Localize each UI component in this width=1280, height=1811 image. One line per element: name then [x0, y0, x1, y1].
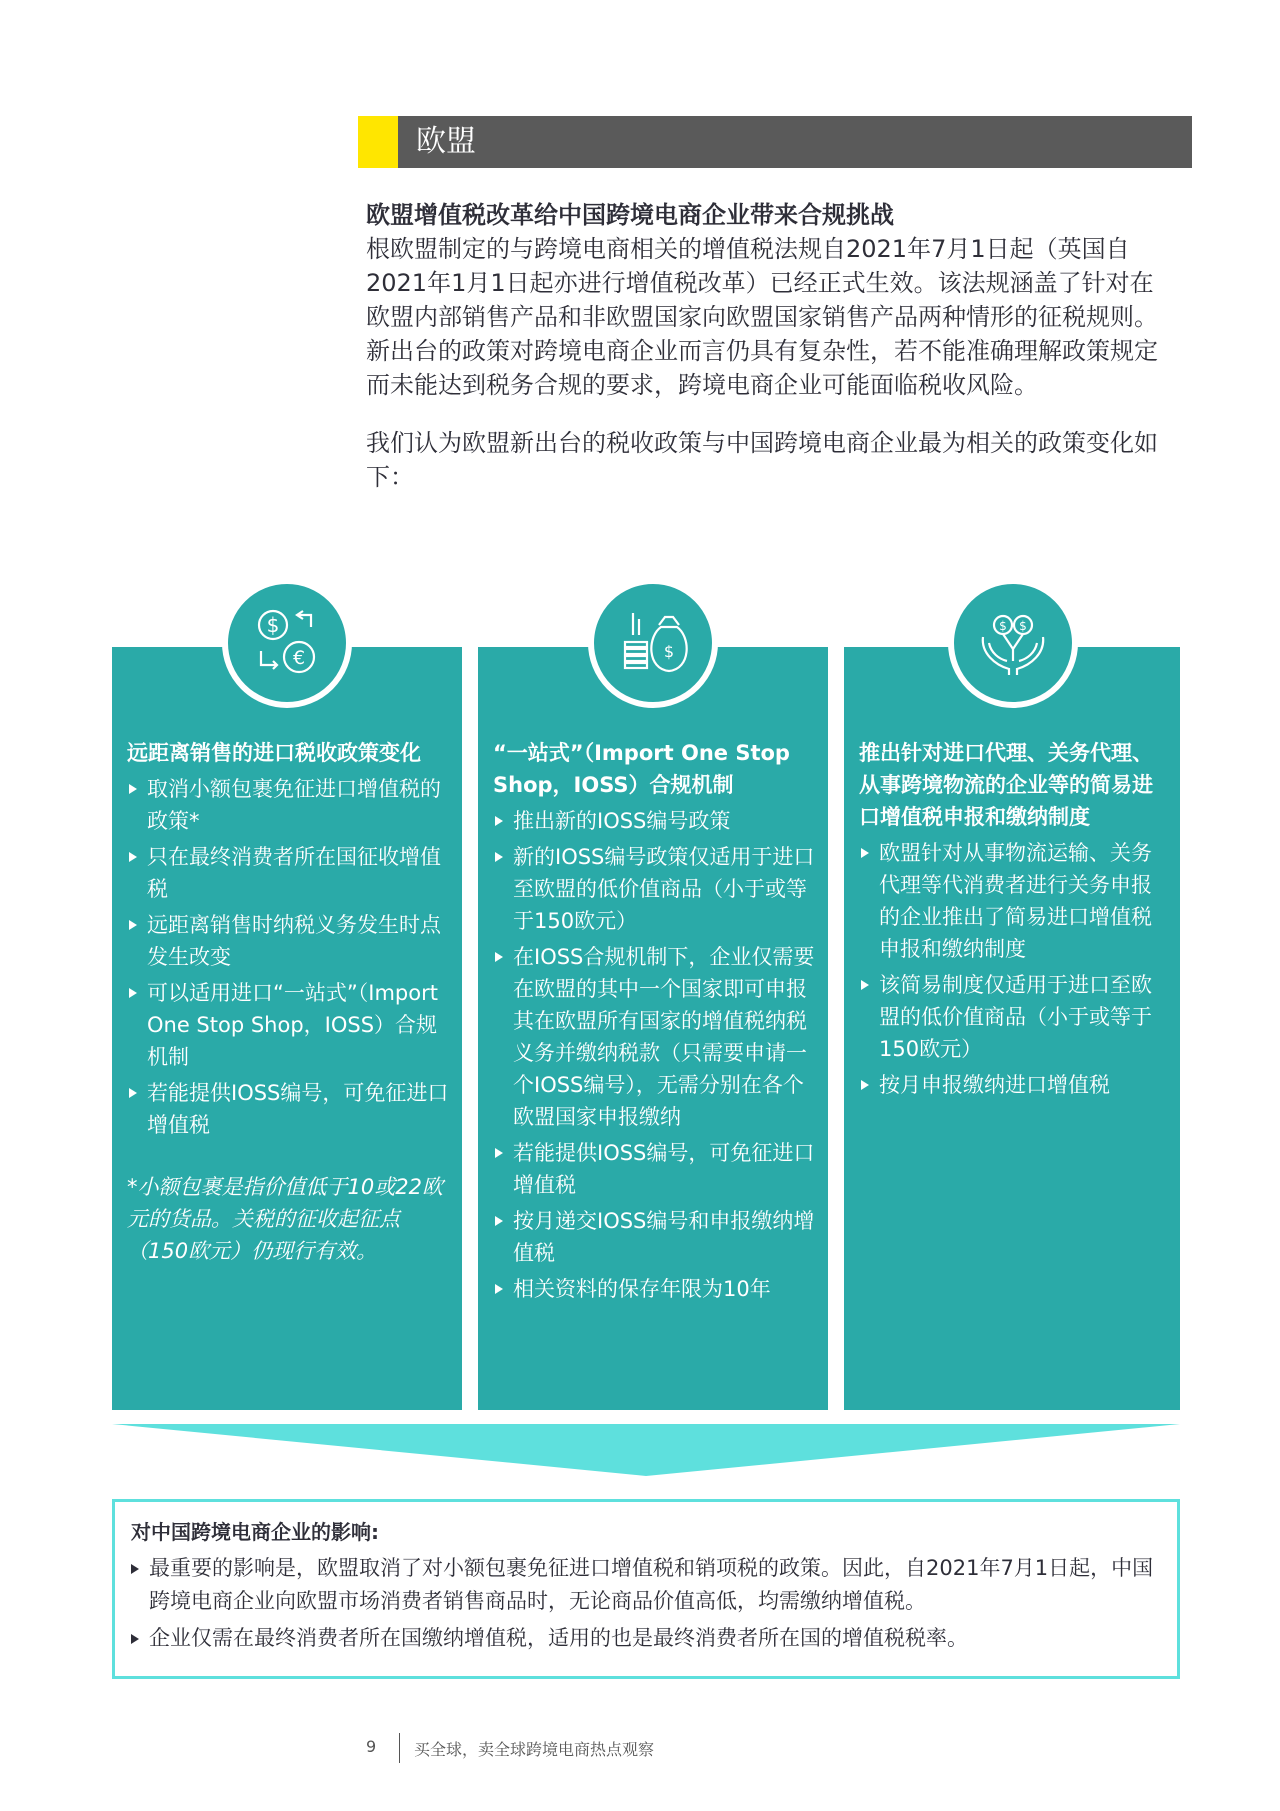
- intro-paragraph: 根欧盟制定的与跨境电商相关的增值税法规自2021年7月1日起（英国自2021年1月1日起亦进行增值税改革）已经正式生效。该法规涵盖了针对在欧盟内部销售产品和非欧盟国家向欧盟国家销售产品两种情形的征税规则。新出台的政策对跨境电商企业而言仍具有复杂性，若不能准确理解政策规定而未能达到税务合规的要求，跨境电商企业可能面临税收风险。: [366, 235, 1158, 399]
- intro: [366, 198, 1176, 494]
- card-footnote: *小额包裹是指价值低于10或22欧元的货品。关税的征收起征点（150欧元）仍现行有效。: [127, 1175, 443, 1263]
- list-item: 推出新的IOSS编号政策: [493, 805, 818, 837]
- card-title: “一站式”（Import One Stop Shop，IOSS）合规机制: [493, 741, 790, 797]
- svg-text:$: $: [266, 613, 280, 637]
- list-item: 企业仅需在最终消费者所在国缴纳增值税，适用的也是最终消费者所在国的增值税税率。: [131, 1622, 1161, 1655]
- section-header: [358, 116, 1192, 168]
- list-item: 新的IOSS编号政策仅适用于进口至欧盟的低价值商品（小于或等于150欧元）: [493, 841, 818, 937]
- list-item: 最重要的影响是，欧盟取消了对小额包裹免征进口增值税和销项税的政策。因此，自2021年7月1日起，中国跨境电商企业向欧盟市场消费者销售商品时，无论商品价值高低，均需缴纳增值税。: [131, 1552, 1161, 1618]
- policy-card: [478, 647, 828, 1410]
- section-title: 欧盟: [416, 124, 476, 159]
- intro-heading: 欧盟增值税改革给中国跨境电商企业带来合规挑战: [366, 201, 894, 229]
- list-item: 只在最终消费者所在国征收增值税: [127, 841, 452, 905]
- card-list: [859, 837, 1170, 1101]
- footer-divider: [399, 1733, 400, 1763]
- impact-box: [112, 1499, 1180, 1679]
- policy-card: [112, 647, 462, 1410]
- card-list: [127, 773, 452, 1141]
- policy-card: [844, 647, 1180, 1410]
- svg-text:€: €: [292, 647, 306, 669]
- list-item: 欧盟针对从事物流运输、关务代理等代消费者进行关务申报的企业推出了简易进口增值税申报和缴纳制度: [859, 837, 1170, 965]
- svg-text:$: $: [999, 619, 1007, 633]
- publication-name: 买全球，卖全球跨境电商热点观察: [414, 1740, 655, 1759]
- list-item: 若能提供IOSS编号，可免征进口增值税: [493, 1137, 818, 1201]
- impact-list: [131, 1552, 1161, 1655]
- card-title: 远距离销售的进口税收政策变化: [127, 741, 421, 765]
- currency-exchange-icon: [222, 578, 352, 708]
- list-item: 按月递交IOSS编号和申报缴纳增值税: [493, 1205, 818, 1269]
- hands-coins-icon: [948, 578, 1078, 708]
- list-item: 相关资料的保存年限为10年: [493, 1273, 818, 1305]
- svg-text:$: $: [1019, 619, 1027, 633]
- list-item: 取消小额包裹免征进口增值税的政策*: [127, 773, 452, 837]
- list-item: 该简易制度仅适用于进口至欧盟的低价值商品（小于或等于150欧元）: [859, 969, 1170, 1065]
- list-item: 在IOSS合规机制下，企业仅需要在欧盟的其中一个国家即可申报其在欧盟所有国家的增值税纳税义务并缴纳税款（只需要申请一个IOSS编号），无需分别在各个欧盟国家申报缴纳: [493, 941, 818, 1133]
- list-item: 若能提供IOSS编号，可免征进口增值税: [127, 1077, 452, 1141]
- down-arrow-banner: [112, 1424, 1180, 1476]
- list-item: 远距离销售时纳税义务发生时点发生改变: [127, 909, 452, 973]
- intro-paragraph: 我们认为欧盟新出台的税收政策与中国跨境电商企业最为相关的政策变化如下：: [366, 429, 1158, 491]
- section-accent: [358, 116, 398, 168]
- impact-title: 对中国跨境电商企业的影响:: [131, 1520, 379, 1544]
- card-title: 推出针对进口代理、关务代理、从事跨境物流的企业等的简易进口增值税申报和缴纳制度: [859, 741, 1153, 829]
- list-item: 按月申报缴纳进口增值税: [859, 1069, 1170, 1101]
- page-number: 9: [366, 1737, 377, 1756]
- svg-text:$: $: [663, 642, 675, 661]
- list-item: 可以适用进口“一站式”（Import One Stop Shop，IOSS）合规机制: [127, 977, 452, 1073]
- money-bag-icon: [588, 578, 718, 708]
- card-list: [493, 805, 818, 1305]
